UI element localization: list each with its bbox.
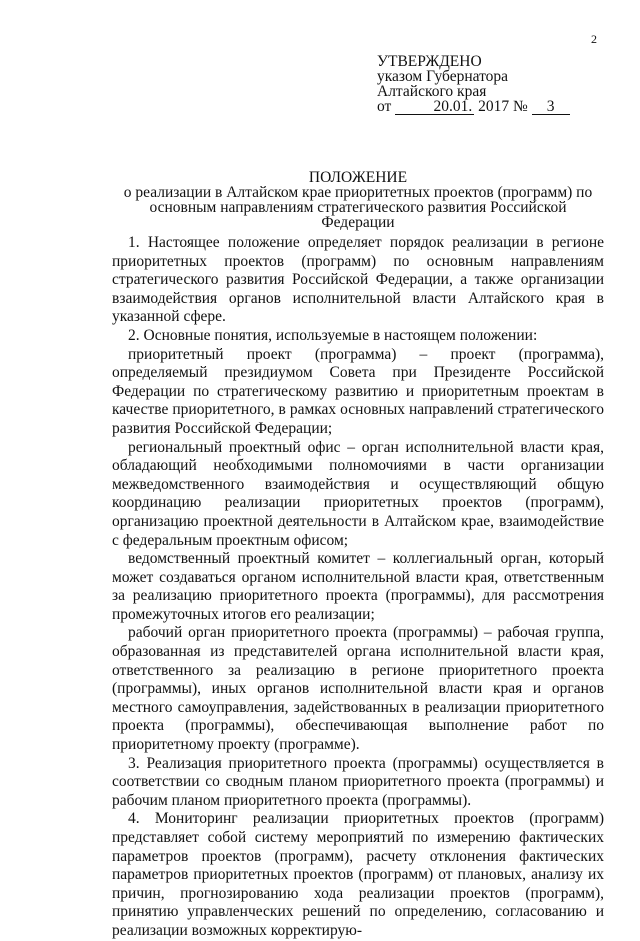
definition-department-committee: ведомственный проектный комитет – коллегиальный орган, который может создаваться органом исполнительной власти края, ответственным за реализацию приоритетного проекта (программы), для рассмотрения промежуточных итогов его реализации; — [112, 550, 604, 623]
definition-regional-office: региональный проектный офис – орган исполнительной власти края, обладающий необходимыми полномочиями в части организации межведомственного взаимодействия и осуществляющий общую координацию реализации приоритетных проектов (программ), организацию проектной деятельности в Алтайском крае, взаимодействие с федеральным проектным офисом; — [112, 438, 604, 549]
paragraph-2: 2. Основные понятия, используемые в настоящем положении: — [128, 326, 538, 344]
date-value: 20.01. — [395, 100, 474, 115]
date-prefix: от — [377, 98, 392, 115]
decree-number: 3 — [532, 100, 570, 115]
paragraph-4: 4. Мониторинг реализации приоритетных проектов (программ) представляет собой систему мероприятий по измерению фактических параметров проектов (программ), расчету отклонения фактических параметров приоритетных проектов (программ) от плановых, анализу их причин, прогнозированию хода реализации проектов (программ), принятию управленческих решений по определению, согласованию и реализации возможных корректирую- — [112, 810, 604, 939]
definition-priority-project: приоритетный проект (программа) – проект (программа), определяемый президиумом Совета при Президенте Российской Федерации по стратегическому развитию и приоритетным проектам в качестве приоритетного, в рамках основных направлений стратегического развития Российской Федерации; — [112, 345, 604, 437]
paragraph-1: 1. Настоящее положение определяет порядок реализации в регионе приоритетных проектов (программ) по основным направлениям стратегического развития Российской Федерации, а также организации взаимодействия органов исполнительной власти Алтайского края в указанной сфере. — [112, 234, 604, 326]
number-sign: № — [512, 98, 528, 115]
approval-date-line — [377, 99, 607, 115]
definition-working-body: рабочий орган приоритетного проекта (программы) – рабочая группа, образованная из представителей органа исполнительной власти края, ответственного за реализацию в регионе приоритетного проекта (программы), иных органов исполнительной власти края и органов местного самоуправления, задействованных в реализации приоритетного проекта (программы), обеспечивающая выполнение работ по приоритетному проекту (программе). — [112, 624, 604, 754]
document-body — [112, 234, 604, 941]
page-number: 2 — [591, 32, 597, 46]
approval-stamp — [377, 54, 607, 115]
approval-heading: УТВЕРЖДЕНО — [377, 53, 482, 70]
paragraph-3: 3. Реализация приоритетного проекта (программы) осуществляется в соответствии со сводным планом приоритетного проекта (программы) и рабочим планом приоритетного проекта (программы). — [112, 754, 604, 809]
document-subtitle: о реализации в Алтайском крае приоритетных проектов (программ) по основным направлениям стратегического развития Российской Федерации — [123, 184, 593, 231]
document-title: ПОЛОЖЕНИЕ — [308, 169, 408, 186]
approval-decree: указом Губернатора — [377, 68, 509, 85]
approval-region: Алтайского края — [377, 83, 487, 100]
document-heading — [112, 170, 604, 230]
date-year: 2017 — [478, 98, 510, 115]
